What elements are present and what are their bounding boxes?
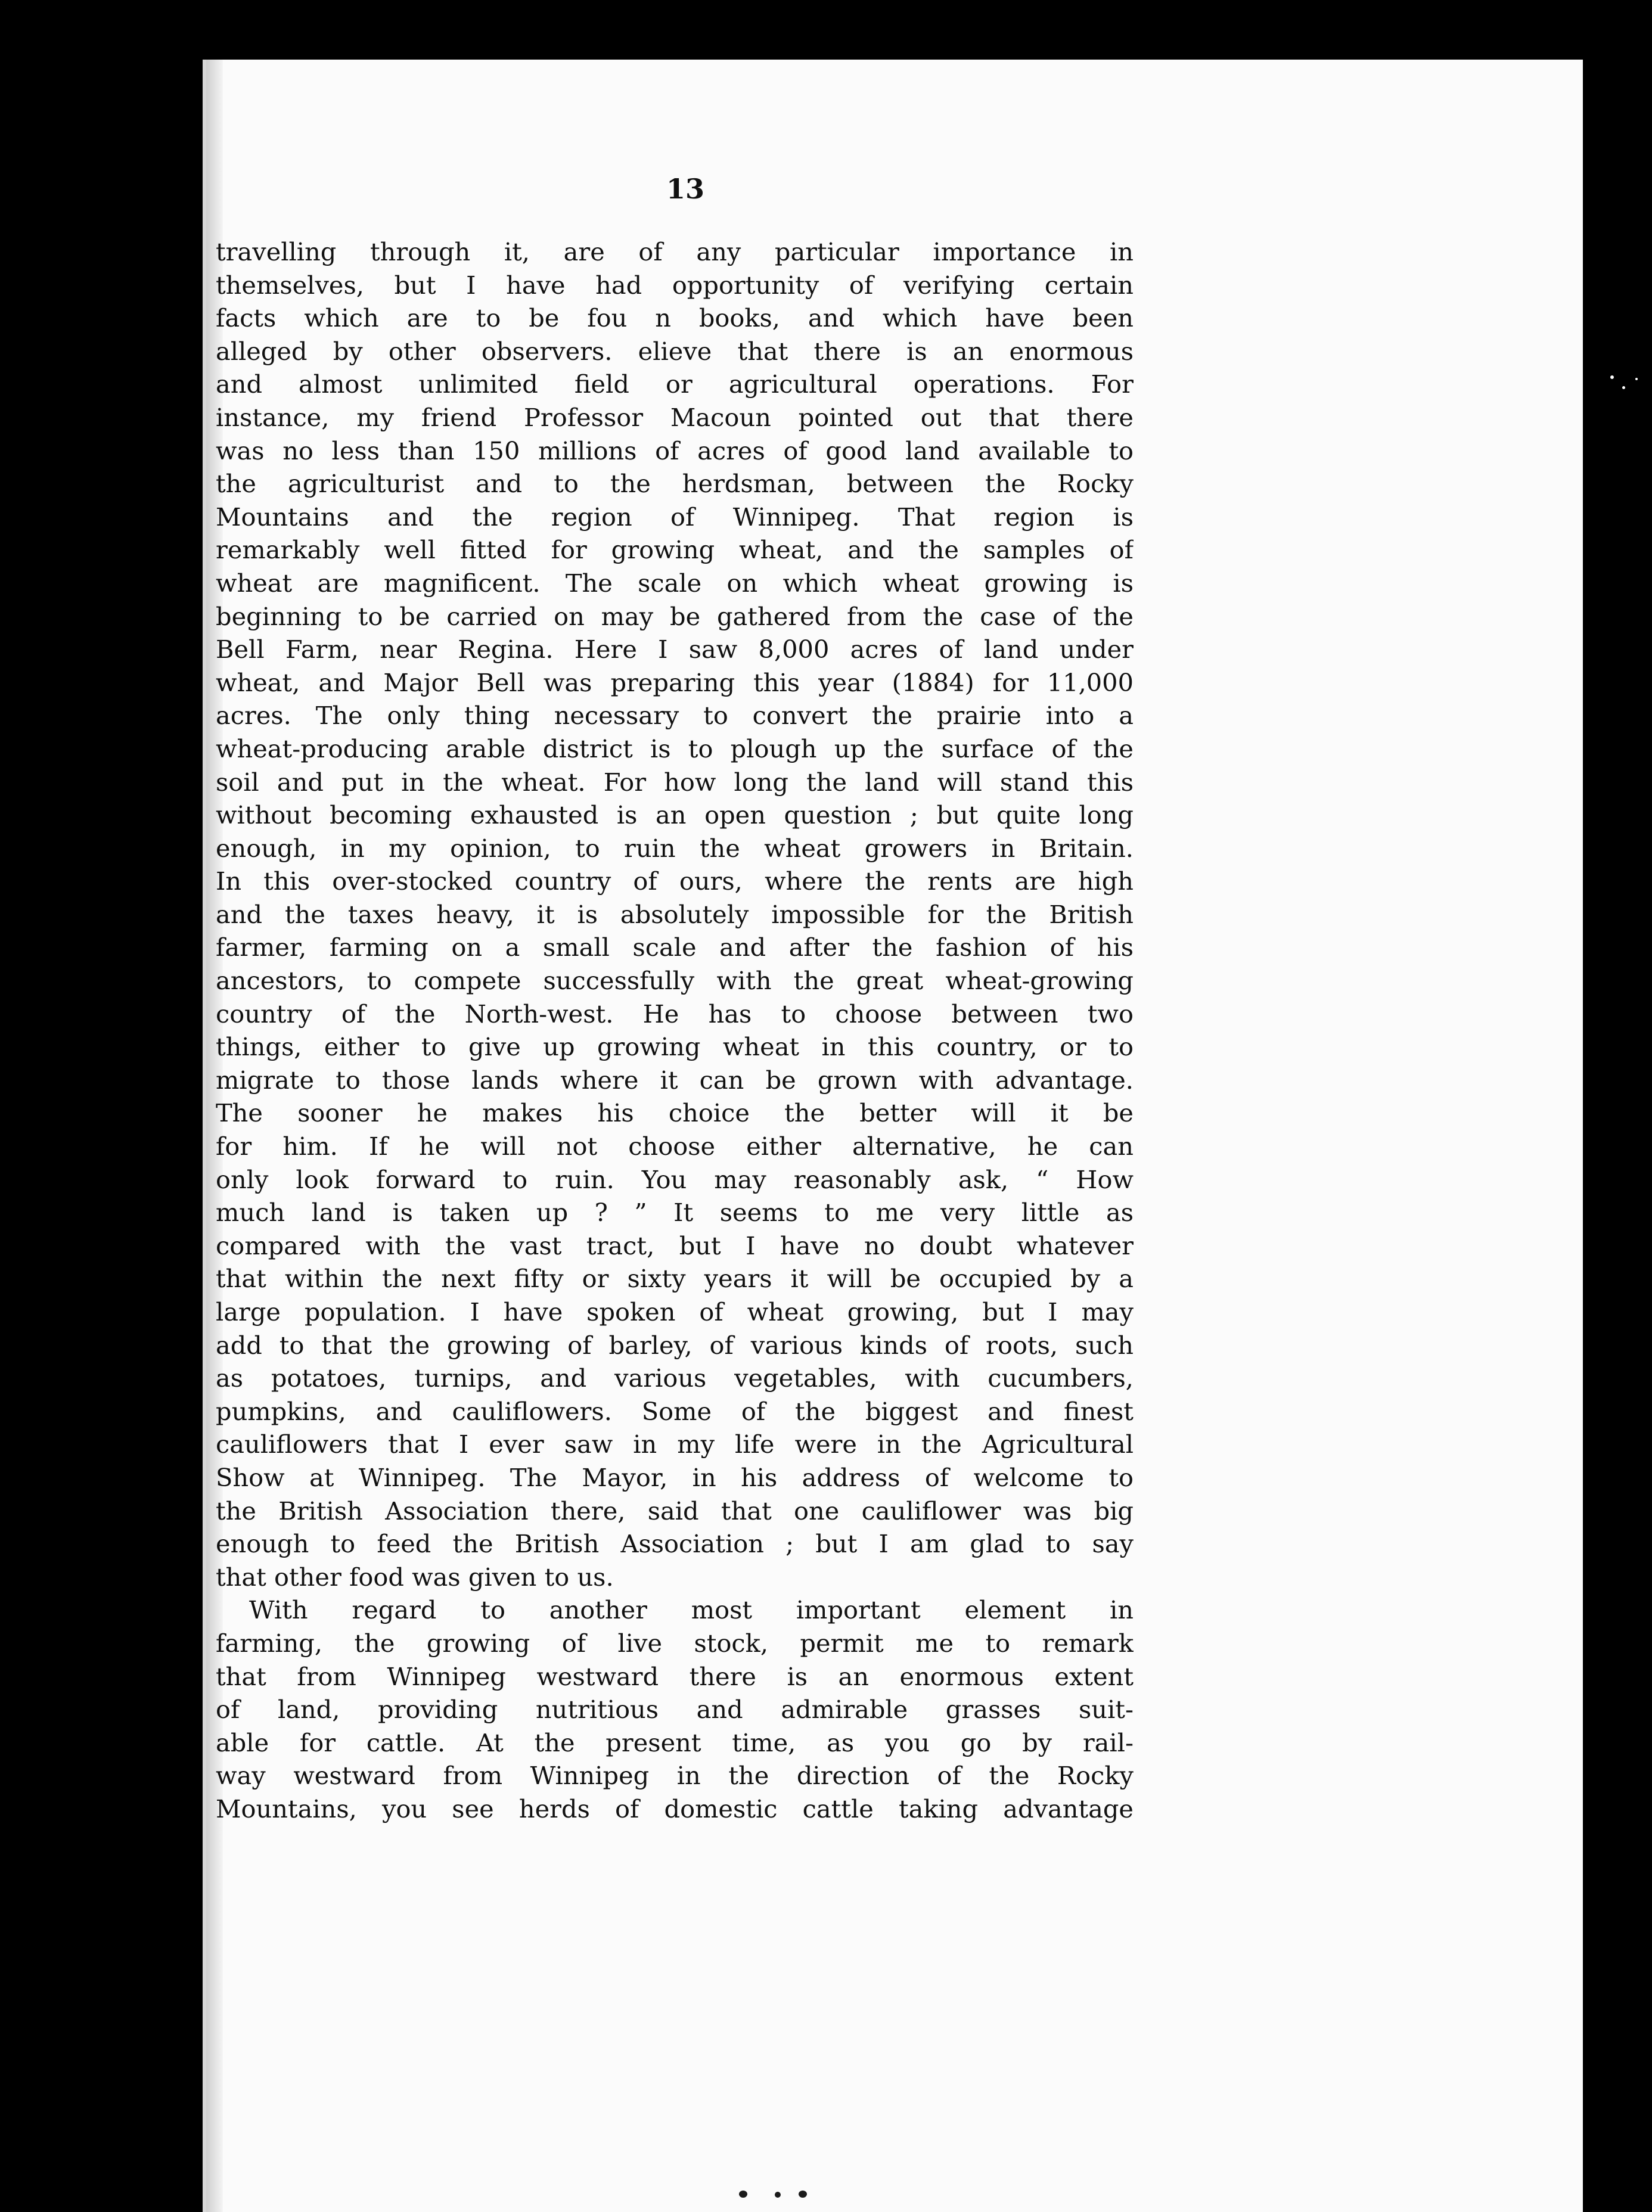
text-line: themselves, but I have had opportunity of verifying certain	[216, 270, 1134, 300]
text-line: that within the next fifty or sixty years it will be occupied by a	[216, 1264, 1134, 1294]
text-line: Show at Winnipeg. The Mayor, in his address of welcome to	[216, 1462, 1134, 1492]
text-line: as potatoes, turnips, and various vegetables, with cucumbers,	[216, 1363, 1134, 1393]
scan-bottom-marks	[0, 2188, 1652, 2212]
body-text	[216, 235, 1134, 1826]
text-line: beginning to be carried on may be gathered from the case of the	[216, 601, 1134, 631]
text-line: way westward from Winnipeg in the direction of the Rocky	[216, 1761, 1134, 1791]
text-line: With regard to another most important element in	[249, 1595, 1134, 1625]
text-line: large population. I have spoken of wheat growing, but I may	[216, 1297, 1134, 1326]
text-line: pumpkins, and cauliflowers. Some of the biggest and finest	[216, 1396, 1134, 1426]
text-line: The sooner he makes his choice the better will it be	[216, 1098, 1134, 1128]
text-line: alleged by other observers. elieve that there is an enormous	[216, 336, 1134, 366]
text-line: migrate to those lands where it can be grown with advantage.	[216, 1065, 1134, 1095]
scan-mark	[739, 2191, 747, 2198]
text-line: Mountains, you see herds of domestic cattle taking advantage	[216, 1794, 1134, 1823]
text-line: wheat-producing arable district is to plough up the surface of the	[216, 734, 1134, 763]
text-line: travelling through it, are of any particular importance in	[216, 237, 1134, 266]
text-line: acres. The only thing necessary to convert the prairie into a	[216, 701, 1134, 731]
text-line: for him. If he will not choose either alternative, he can	[216, 1132, 1134, 1161]
text-line: enough to feed the British Association ; but I am glad to say	[216, 1529, 1134, 1559]
text-line: cauliflowers that I ever saw in my life were in the Agricultural	[216, 1430, 1134, 1459]
text-line: without becoming exhausted is an open question ; but quite long	[216, 800, 1134, 830]
text-line: Bell Farm, near Regina. Here I saw 8,000 acres of land under	[216, 635, 1134, 664]
text-line: only look forward to ruin. You may reasonably ask, “ How	[216, 1164, 1134, 1194]
scan-noise-specks	[1604, 369, 1652, 405]
text-line: facts which are to be fou n books, and which have been	[216, 303, 1134, 333]
scan-mark	[799, 2191, 807, 2198]
text-line: country of the North-west. He has to choose between two	[216, 999, 1134, 1029]
text-line: able for cattle. At the present time, as you go by rail-	[216, 1728, 1134, 1757]
text-line: Mountains and the region of Winnipeg. That region is	[216, 502, 1134, 532]
text-line: and the taxes heavy, it is absolutely impossible for the British	[216, 899, 1134, 929]
scan-speck	[1635, 378, 1638, 380]
text-line: was no less than 150 millions of acres of good land available to	[216, 436, 1134, 465]
text-line: instance, my friend Professor Macoun pointed out that there	[216, 402, 1134, 432]
text-line: things, either to give up growing wheat in this country, or to	[216, 1032, 1134, 1062]
text-line: of land, providing nutritious and admirable grasses suit-	[216, 1695, 1134, 1725]
text-line: add to that the growing of barley, of various kinds of roots, such	[216, 1330, 1134, 1360]
text-line: the British Association there, said that one cauliflower was big	[216, 1496, 1134, 1526]
scan-speck	[1622, 386, 1625, 389]
page-number: 13	[666, 173, 704, 205]
text-line: compared with the vast tract, but I have no doubt whatever	[216, 1231, 1134, 1260]
text-line: and almost unlimited field or agricultural operations. For	[216, 369, 1134, 399]
text-line: enough, in my opinion, to ruin the wheat growers in Britain.	[216, 833, 1134, 863]
text-line: wheat are magnificent. The scale on which wheat growing is	[216, 568, 1134, 598]
text-line: In this over-stocked country of ours, where the rents are high	[216, 866, 1134, 896]
text-line: soil and put in the wheat. For how long the land will stand this	[216, 767, 1134, 797]
scan-speck	[1610, 375, 1614, 379]
scan-mark	[775, 2192, 781, 2198]
text-line: farmer, farming on a small scale and after the fashion of his	[216, 933, 1134, 962]
text-line: that other food was given to us.	[216, 1562, 614, 1592]
text-line: remarkably well fitted for growing wheat, and the samples of	[216, 535, 1134, 565]
text-line: ancestors, to compete successfully with the great wheat-growing	[216, 966, 1134, 996]
text-line: farming, the growing of live stock, permit me to remark	[216, 1628, 1134, 1658]
text-line: the agriculturist and to the herdsman, between the Rocky	[216, 469, 1134, 499]
text-line: that from Winnipeg westward there is an enormous extent	[216, 1661, 1134, 1691]
text-line: wheat, and Major Bell was preparing this year (1884) for 11,000	[216, 667, 1134, 697]
text-line: much land is taken up ? ” It seems to me very little as	[216, 1198, 1134, 1228]
